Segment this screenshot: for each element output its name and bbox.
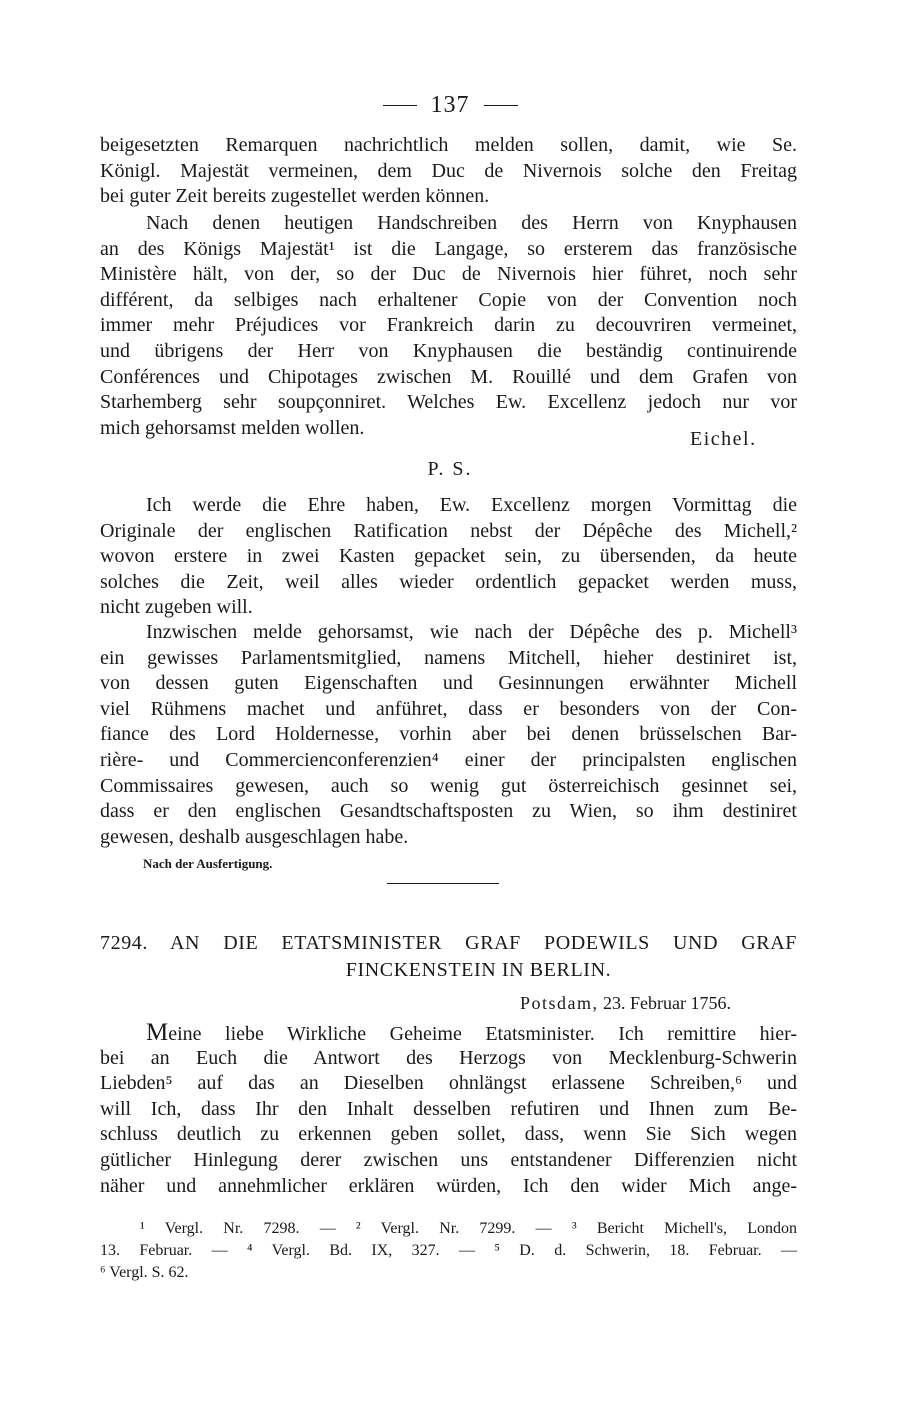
- text-line: Ministère hält, von der, so der Duc de Nivernois hier führet, noch sehr: [100, 263, 797, 286]
- text-line: dass er den englischen Gesandtschaftsposten zu Wien, so ihm destiniret: [100, 800, 797, 823]
- source-note: Nach der Ausfertigung.: [143, 856, 273, 871]
- footnote-line: ⁶ Vergl. S. 62.: [100, 1264, 189, 1281]
- text-line: schluss deutlich zu erkennen geben sollet, dass, wenn Sie Sich wegen: [100, 1123, 797, 1146]
- text-line: beigesetzten Remarquen nachrichtlich melden sollen, damit, wie Se.: [100, 134, 797, 156]
- text-line: und übrigens der Herr von Knyphausen die beständig continuirende: [100, 339, 797, 362]
- text-line: ein gewisses Parlamentsmitglied, namens Mitchell, hieher destiniret ist,: [100, 646, 797, 669]
- text-line: wovon erstere in zwei Kasten gepacket sein, zu übersenden, da heute: [100, 545, 797, 568]
- text-line: Nach denen heutigen Handschreiben des Herrn von Knyphausen: [146, 212, 797, 234]
- text-line: nicht zugeben will.: [100, 596, 253, 619]
- paragraph-continuation: [100, 133, 797, 210]
- page-number: 137: [430, 91, 470, 118]
- text-line: viel Rühmens machet und anführet, dass er besonders von der Con-: [100, 697, 797, 720]
- text-line: mich gehorsamst melden wollen.: [100, 416, 365, 439]
- header-dash-right: [484, 105, 518, 106]
- text-line: Commissaires gewesen, auch so wenig gut österreichisch gesinnet sei,: [100, 774, 797, 797]
- text-line: gütlicher Hinlegung derer zwischen uns entstandener Differenzien nicht: [100, 1148, 797, 1171]
- paragraph-postscript: [100, 493, 797, 621]
- footnote-line: 13. Februar. — ⁴ Vergl. Bd. IX, 327. — ⁵ D. d. Schwerin, 18. Februar. —: [100, 1242, 797, 1259]
- date: 23. Februar 1756.: [603, 993, 731, 1013]
- text-line: Originale der englischen Ratification nebst der Dépêche des Michell,²: [100, 519, 797, 542]
- text-line: will Ich, dass Ihr den Inhalt desselben refutiren und Ihnen zum Be-: [100, 1097, 797, 1120]
- text-line: immer mehr Préjudices vor Frankreich darin zu decouvriren vermeinet,: [100, 314, 797, 337]
- text-line: Conférences und Chipotages zwischen M. Rouillé und dem Grafen von: [100, 365, 797, 388]
- text-line: an des Königs Majestät¹ ist die Langage, so ersterem das französische: [100, 237, 797, 260]
- footnotes: [100, 1218, 797, 1284]
- first-line-text: eine liebe Wirkliche Geheime Etatsminister. Ich remittire hier-: [168, 1023, 797, 1045]
- text-line: fiance des Lord Holdernesse, vorhin aber bei denen brüsselschen Bar-: [100, 723, 797, 746]
- text-line: rière- und Commercienconferenzien⁴ einer der principalsten englischen: [100, 748, 797, 771]
- text-line: Inzwischen melde gehorsamst, wie nach der Dépêche des p. Michell³: [146, 621, 797, 643]
- section-divider: [387, 883, 499, 884]
- text-line: von dessen guten Eigenschaften und Gesinnungen erwähnter Michell: [100, 672, 797, 695]
- text-line: bei guter Zeit bereits zugestellet werden können.: [100, 185, 490, 208]
- text-line: Liebden⁵ auf das an Dieselben ohnlängst erlassene Schreiben,⁶ und: [100, 1072, 797, 1095]
- text-line: différent, da selbiges nach erhaltener Copie von der Convention noch: [100, 288, 797, 311]
- text-line: näher und annehmlicher erklären würden, Ich den wider Mich ange-: [100, 1174, 797, 1197]
- text-line: Starhemberg sehr soupçonniret. Welches Ew. Excellenz jedoch nur vor: [100, 391, 797, 414]
- heading-line: 7294. AN DIE ETATSMINISTER GRAF PODEWILS UND GRAF: [100, 932, 797, 954]
- header-dash-left: [383, 105, 417, 106]
- paragraph-mitchell: [100, 620, 797, 850]
- footnote-line: ¹ Vergl. Nr. 7298. — ² Vergl. Nr. 7299. — ³ Bericht Michell's, London: [140, 1220, 797, 1237]
- postscript-label: P. S.: [427, 458, 473, 480]
- heading-line: FINCKENSTEIN IN BERLIN.: [345, 959, 612, 981]
- page-header: [0, 88, 900, 122]
- initial-letter: M: [146, 1019, 169, 1046]
- text-line: Königl. Majestät vermeinen, dem Duc de Nivernois solche den Freitag: [100, 159, 797, 182]
- place: Potsdam,: [520, 993, 599, 1013]
- paragraph-letter: [100, 1020, 797, 1199]
- text-line-first: [100, 1020, 797, 1046]
- letter-heading: [100, 930, 797, 984]
- text-line: gewesen, deshalb ausgeschlagen habe.: [100, 825, 409, 848]
- text-line: Ich werde die Ehre haben, Ew. Excellenz morgen Vormittag die: [146, 494, 797, 516]
- text-line: bei an Euch die Antwort des Herzogs von Mecklenburg-Schwerin: [100, 1046, 797, 1069]
- text-line: solches die Zeit, weil alles wieder ordentlich gepacket werden muss,: [100, 570, 797, 593]
- paragraph-knyphausen: [100, 211, 797, 441]
- signature: Eichel.: [690, 428, 757, 450]
- place-date: [520, 993, 731, 1014]
